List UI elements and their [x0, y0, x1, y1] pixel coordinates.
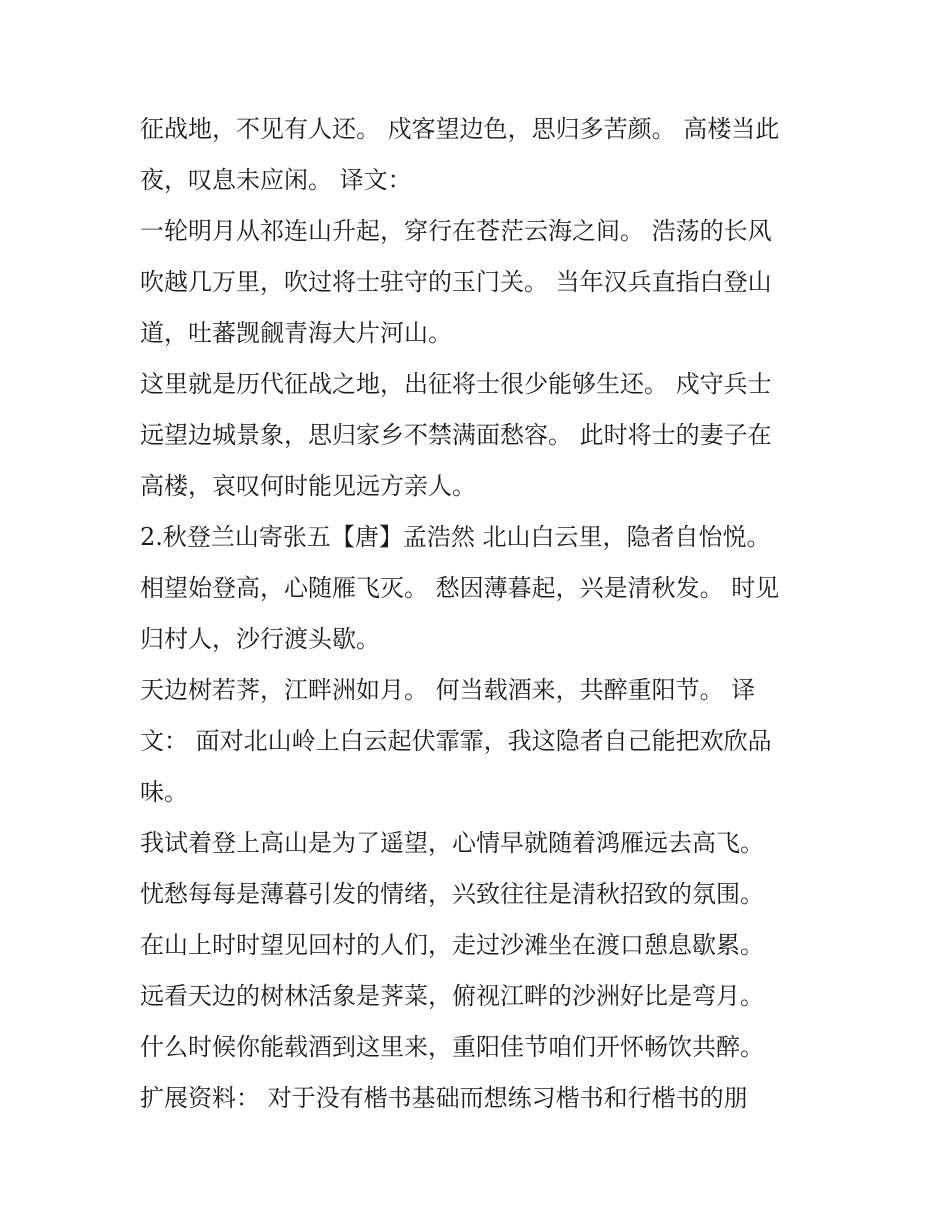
text-line: 文： 面对北山岭上白云起伏霏霏，我这隐者自己能把欢欣品 [140, 727, 772, 755]
text-line: 吹越几万里，吹过将士驻守的玉门关。 当年汉兵直指白登山 [140, 268, 772, 296]
text-line: 忧愁每每是薄暮引发的情绪，兴致往往是清秋招致的氛围。 [140, 880, 764, 908]
text-line: 天边树若荠，江畔洲如月。 何当载酒来，共醉重阳节。 译 [140, 676, 756, 704]
text-line: 高楼，哀叹何时能见远方亲人。 [140, 472, 476, 500]
text-line: 味。 [140, 778, 188, 806]
text-line: 什么时候你能载酒到这里来，重阳佳节咱们开怀畅饮共醉。 [140, 1033, 764, 1061]
text-line: 我试着登上高山是为了遥望，心情早就随着鸿雁远去高飞。 [140, 829, 764, 857]
text-line: 道，吐蕃觊觎青海大片河山。 [140, 319, 452, 347]
text-line: 远看天边的树林活象是荠菜，俯视江畔的沙洲好比是弯月。 [140, 982, 764, 1010]
document-body [140, 104, 820, 1124]
text-line: 扩展资料： 对于没有楷书基础而想练习楷书和行楷书的朋 [140, 1084, 748, 1112]
text-line: 归村人，沙行渡头歇。 [140, 625, 380, 653]
text-line: 这里就是历代征战之地，出征将士很少能够生还。 戍守兵士 [140, 370, 772, 398]
text-line: 征战地，不见有人还。 戍客望边色，思归多苦颜。 高楼当此 [140, 115, 780, 143]
text-line: 夜，叹息未应闲。 译文： [140, 166, 412, 194]
text-line: 远望边城景象，思归家乡不禁满面愁容。 此时将士的妻子在 [140, 421, 772, 449]
text-line: 一轮明月从祁连山升起，穿行在苍茫云海之间。 浩荡的长风 [140, 217, 772, 245]
text-line: 2.秋登兰山寄张五【唐】孟浩然 北山白云里，隐者自怡悦。 [140, 523, 771, 551]
text-line: 在山上时时望见回村的人们，走过沙滩坐在渡口憩息歇累。 [140, 931, 764, 959]
text-line: 相望始登高，心随雁飞灭。 愁因薄暮起，兴是清秋发。 时见 [140, 574, 780, 602]
